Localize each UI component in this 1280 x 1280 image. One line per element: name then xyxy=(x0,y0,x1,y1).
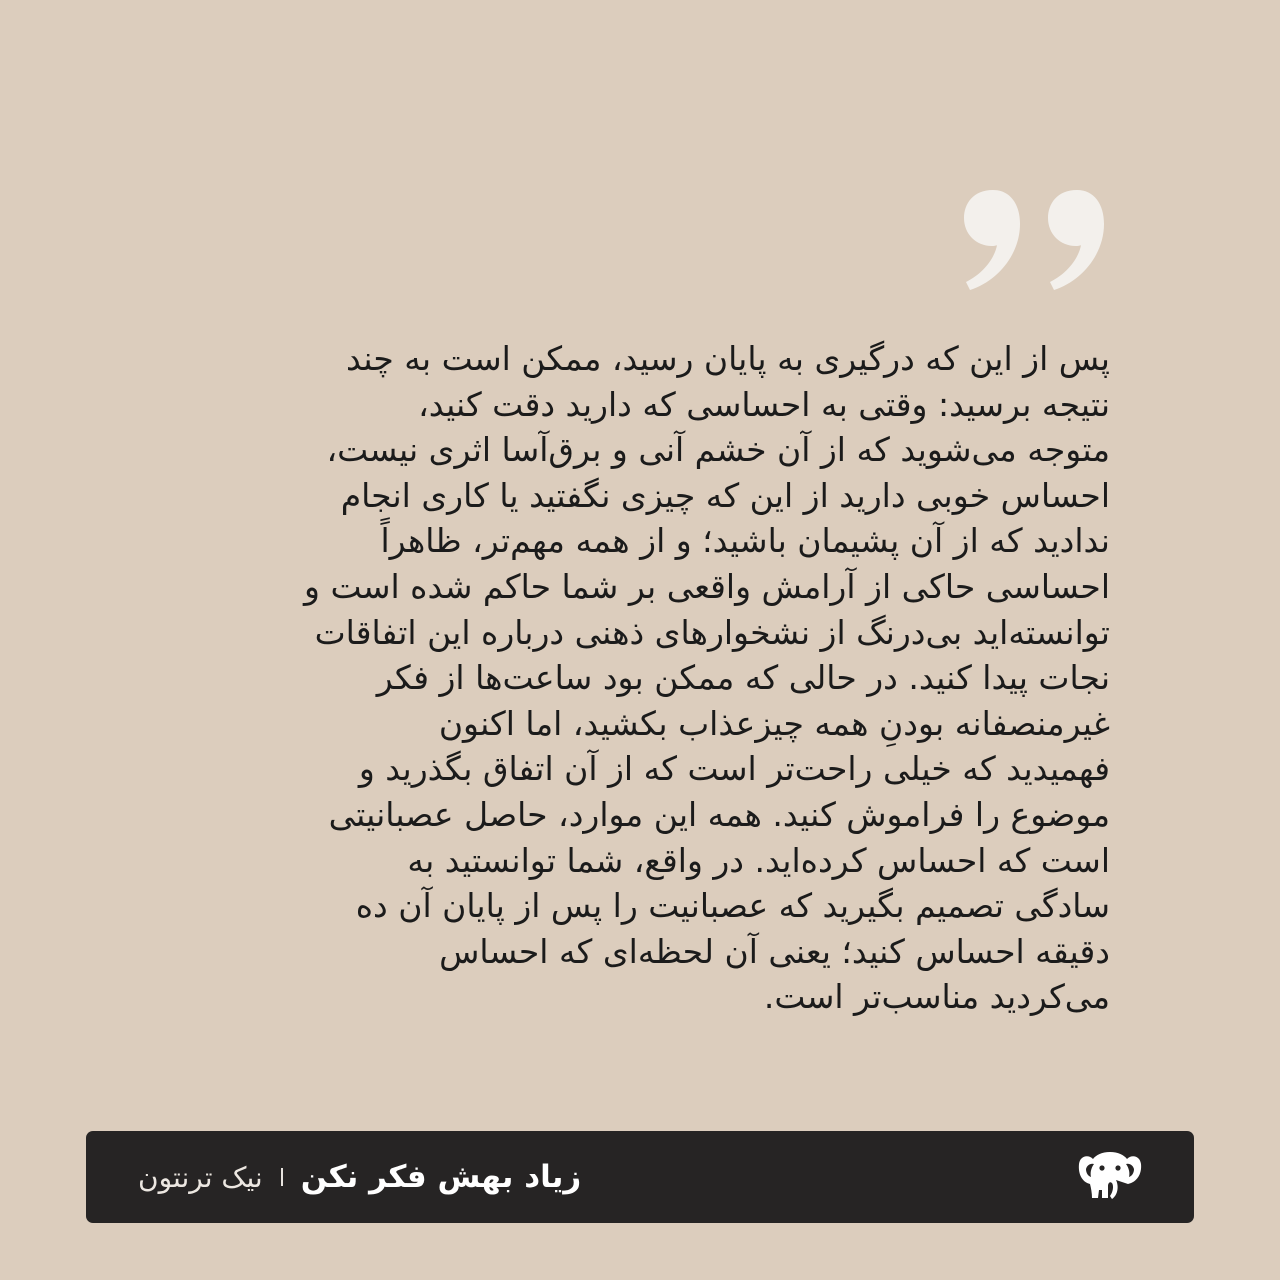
quote-line: متوجه می‌شوید که از آن خشم آنی و برق‌آسا اثری نیست، xyxy=(326,430,1110,470)
quote-text xyxy=(170,336,1110,1020)
quote-line: احساسی حاکی از آرامش واقعی بر شما حاکم شده است و xyxy=(304,566,1110,606)
quote-line: فهمیدید که خیلی راحت‌تر است که از آن اتفاق بگذرید و xyxy=(358,749,1110,789)
book-credit xyxy=(138,1131,581,1223)
quote-line: سادگی تصمیم بگیرید که عصبانیت را پس از پایان آن ده xyxy=(355,886,1110,926)
quote-line: توانسته‌اید بی‌درنگ از نشخوارهای ذهنی درباره این اتفاقات xyxy=(314,612,1110,652)
quote-line: پس از این که درگیری به پایان رسید، ممکن است به چند xyxy=(346,339,1110,378)
quote-line: است که احساس کرده‌اید. در واقع، شما توانستید به xyxy=(407,840,1110,880)
elephant-logo-icon xyxy=(1076,1148,1144,1204)
quote-line: می‌کردید مناسب‌تر است. xyxy=(763,977,1110,1017)
closing-quotation-mark-icon xyxy=(960,186,1114,292)
book-title: زیاد بهش فکر نکن xyxy=(300,1159,582,1195)
credit-divider xyxy=(281,1168,283,1186)
quote-line: نتیجه برسید: وقتی به احساسی که دارید دقت کنید، xyxy=(418,384,1110,424)
author-name: نیک ترنتون xyxy=(138,1160,263,1194)
quote-line: ندادید که از آن پشیمان باشید؛ و از همه مهم‌تر، ظاهراً xyxy=(380,521,1110,561)
quote-line: غیرمنصفانه بودنِ همه چیزعذاب بکشید، اما اکنون xyxy=(438,703,1110,743)
quote-line: احساس خوبی دارید از این که چیزی نگفتید یا کاری انجام xyxy=(340,475,1110,515)
quote-line: نجات پیدا کنید. در حالی که ممکن بود ساعت‌ها از فکر xyxy=(376,658,1110,698)
quote-line: دقیقه احساس کنید؛ یعنی آن لحظه‌ای که احساس xyxy=(439,931,1110,971)
quote-line: موضوع را فراموش کنید. همه این موارد، حاصل عصبانیتی xyxy=(328,794,1110,834)
